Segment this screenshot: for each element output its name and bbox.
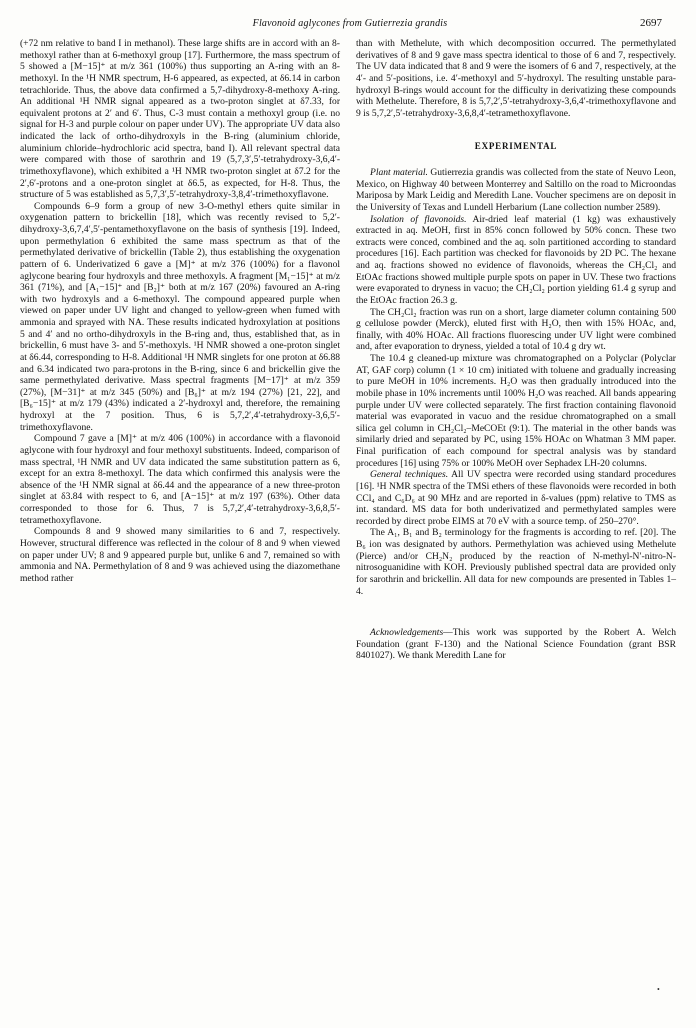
- subsection-column-1: [356, 307, 676, 354]
- subsection-lead: General techniques.: [370, 469, 449, 481]
- subsection-text: All UV spectra were recorded using standard procedures [16]. ¹H NMR spectra of the TMSi ethers of these flavonoids were recorded in both CCl₄ and C₆D₆ at 90 MHz and are reported in δ-values (ppm) relative to TMS as int. standard. MS data for both underivatized and permethylated samples were recorded by direct probe EIMS at 70 eV with a source temp. of 250–270°.: [356, 469, 676, 527]
- subsection-terminology: [356, 527, 676, 597]
- acknowledgements-text: —This work was supported by the Robert A. Welch Foundation (grant F-130) and the National Science Foundation (grant BSR 8401027). We thank Meredith Lane for: [356, 627, 676, 662]
- subsection-lead: Plant material.: [370, 167, 428, 178]
- bullet-mark: •: [657, 985, 660, 994]
- acknowledgements: [356, 627, 676, 662]
- subsection-lead: Isolation of flavonoids.: [370, 213, 467, 225]
- subsection-column-2: [356, 353, 676, 469]
- left-column: [20, 38, 340, 584]
- subsection-plant-material: [356, 167, 676, 214]
- paragraph-compounds-6-9: Compounds 6–9 form a group of new 3-O-methyl ethers quite similar in oxygenation pattern to brickellin [18], which was recently revised to 5,2′-dihydroxy-3,6,7,4′,5′-pentamethoxyflavone on the basis of synthesis [19]. Indeed, upon permethylation 6 exhibited the same mass spectrum as that of the permethylated derivative of brickellin (Table 2), thus establishing the oxygenation pattern of 6. Underivatized 6 gave a [M]⁺ at m/z 376 (100%) for a flavonol aglycone bearing four hydroxyls and three methoxyls. A fragment [M₁−15]⁺ at m/z 361 (71%), and [A₁−15]⁺ and [B₂]⁺ both at m/z 167 (20%) favoured an A-ring with two hydroxyls and a 6-methoxyl. The compound appeared purple when viewed on paper under UV light and changed to yellow-green when fumed with ammonia and sprayed with NA. These results indicated hydroxylation at positions 5 and 4′ and no ortho-dihydroxyls in the B-ring and, thus, established that, as in brickellin, 6 must have 3- and 5′-methoxyls. ¹H NMR showed a one-proton singlet at δ6.44, corresponding to H-8. Additional ¹H NMR singlets for one proton at δ6.88 and 6.34 indicated two para-protons in the B-ring, since 6 and brickellin give the same permethylated derivative. Mass spectral fragments [M−17]⁺ at m/z 359 (27%), [M−31]⁺ at m/z 345 (50%) and [B₆]⁺ at m/z 194 (27%) [21, 22], and [B₆−15]⁺ at m/z 179 (43%) indicated a 2′-hydroxyl and, therefore, the remaining hydroxyl at the 7 position. Thus, 6 is 5,7,2′,4′-tetrahydroxy-3,6,5′-trimethoxyflavone.: [20, 200, 340, 433]
- page-number: 2697: [640, 17, 662, 29]
- acknowledgements-lead: Acknowledgements: [370, 627, 444, 639]
- subsection-text: Gutierrezia grandis was collected from the state of Neuvo Leon, Mexico, on Highway 40 between Monterrey and Saltillo on the road to Microondas Mariposa by Mark Leidig and Meredith Lane. Voucher specimens are on deposit in the University of Texas and Lundell Herbarium (Lane collection number 2589).: [356, 167, 676, 213]
- subsection-text: Air-dried leaf material (1 kg) was exhaustively extracted in aq. MeOH, first in 85% concn followed by 50% concn. These two extracts were conced, combined and the aq. soln partitioned according to standard procedures [16]. Each partition was checked for flavonoids by 2D PC. The hexane and aq. fractions showed no evidence of flavonoids, whereas the CH₂Cl₂ and EtOAc fractions showed multiple purple spots on paper in UV. These two fractions were evaporated to dryness in vacuo; the CH₂Cl₂ portion yielding 61.4 g syrup and the EtOAc fraction 26.3 g.: [356, 213, 677, 306]
- running-head: Flavonoid aglycones from Gutierrezia grandis: [252, 18, 448, 29]
- subsection-text: The CH₂Cl₂ fraction was run on a short, large diameter column containing 500 g cellulose powder (Merck), eluted first with H₂O, then with 15% HOAc, and, finally, with 40% HOAc. All fractions fluorescing under UV light were combined and, after evaporation to dryness, yielded a total of 10.4 g dry wt.: [356, 306, 676, 353]
- paragraph-compound-5: (+72 nm relative to band I in methanol). These large shifts are in accord with an 8-methoxyl rather than at 6-methoxyl group [17]. Furthermore, the mass spectrum of 5 showed a [M−15]⁺ at m/z 361 (100%) thus supporting an A-ring with an 8-methoxyl. In the ¹H NMR spectrum, H-6 appeared, as expected, at δ6.14 in carbon tetrachloride. Thus, the above data confirmed a 5,7-dihydroxy-8-methoxy A-ring. An additional ¹H NMR signal appeared as a two-proton singlet at δ7.33, for equivalent protons at 2′ and 6′. Thus, C-3 must contain a methoxyl group (i.e. no signal for H-3 and purple colour on paper under UV). The appropriate UV data also indicated the lack of ortho-dihydroxyls in the B-ring (aluminium chloride, aluminium chloride–hydrochloric acid spectra, band I). All relevant spectral data were compared with those of sarothrin and 19 (5,7,3′,5′-tetrahydroxy-3,6,4′-trimethoxyflavone), which exhibited a ¹H NMR two-proton singlet at δ7.2 for the 2′,6′-protons and a one-proton singlet at δ6.5, as expected, for H-8. Thus, the structure of 5 was established as 5,7,3′,5′-tetrahydroxy-3,8,4′-trimethoxyflavone.: [20, 38, 340, 201]
- subsection-isolation: [356, 214, 676, 307]
- right-column: [356, 38, 676, 672]
- subsection-general-techniques: [356, 469, 676, 527]
- subsection-text: The A₁, B₁ and B₂ terminology for the fragments is according to ref. [20]. The B₆ ion was designated by authors. Permethylation was achieved using Methelute (Pierce) and/or CH₂N₂ produced by the reaction of N-methyl-N′-nitro-N-nitrosoguanidine with KOH. Previously published spectral data are provided only for sarothrin and brickellin. All data for new compounds are presented in Tables 1–4.: [356, 527, 676, 597]
- subsection-text: The 10.4 g cleaned-up mixture was chromatographed on a Polyclar (Polyclar AT, GAF corp) column (1 × 10 cm) initiated with toluene and gradually increasing to pure MeOH in 10% increments. H₂O was then gradually introduced into the mobile phase in 10% increments until 100% H₂O was reached. All bands appearing purple under UV were collected separately. The first fraction containing flavonoid material was evaporated in vacuo and the residue chromatographed on a small silica gel column in CH₂Cl₂–MeCOEt (9:1). The material in the other bands was similarly dried and separated by PC, using 15% HOAc on Whatman 3 MM paper. Final purification of each compound for spectral analysis was by standard procedures [16] using 75% or 100% MeOH over Sephadex LH-20 columns.: [356, 353, 676, 469]
- paragraph-compound-7: Compound 7 gave a [M]⁺ at m/z 406 (100%) in accordance with a flavonoid aglycone with four hydroxyl and four methoxyl substituents. Indeed, comparison of mass spectral, ¹H NMR and UV data indicated the same substitution pattern as 6, except for an extra 8-methoxyl. The data which confirmed this analysis were the absence of the ¹H NMR signal at δ6.44 and the appearance of a new three-proton singlet at δ3.84 with respect to 6, and [A−15]⁺ at m/z 197 (63%). Other data corresponded to those for 6. Thus, 7 is 5,7,2′,4′-tetrahydroxy-3,6,8,5′-tetramethoxyflavone.: [20, 433, 340, 526]
- paragraph-compounds-8-9: Compounds 8 and 9 showed many similarities to 6 and 7, respectively. However, structural difference was reflected in the colour of 8 and 9 when viewed on paper under UV; 8 and 9 appeared purple but, unlike 6 and 7, remained so with ammonia and NA. Permethylation of 8 and 9 was achieved using the diazomethane method rather: [20, 526, 340, 584]
- section-heading-experimental: EXPERIMENTAL: [474, 141, 558, 152]
- paragraph-continuation: than with Methelute, with which decomposition occurred. The permethylated derivatives of 8 and 9 gave mass spectra identical to those of 6 and 7, respectively. The UV data indicated that 8 and 9 were the isomers of 6 and 7, respectively, at the 4′- and 5′-positions, i.e. 4′-methoxyl and 5′-hydroxyl. The resulting unstable para-hydroxyl B-rings would account for the difficulty in derivatizing these compounds with Methelute. Therefore, 8 is 5,7,2′,5′-tetrahydroxy-3,6,4′-trimethoxyflavone and 9 is 5,7,2′,5′-tetrahydroxy-3,6,8,4′-tetramethoxyflavone.: [356, 38, 676, 119]
